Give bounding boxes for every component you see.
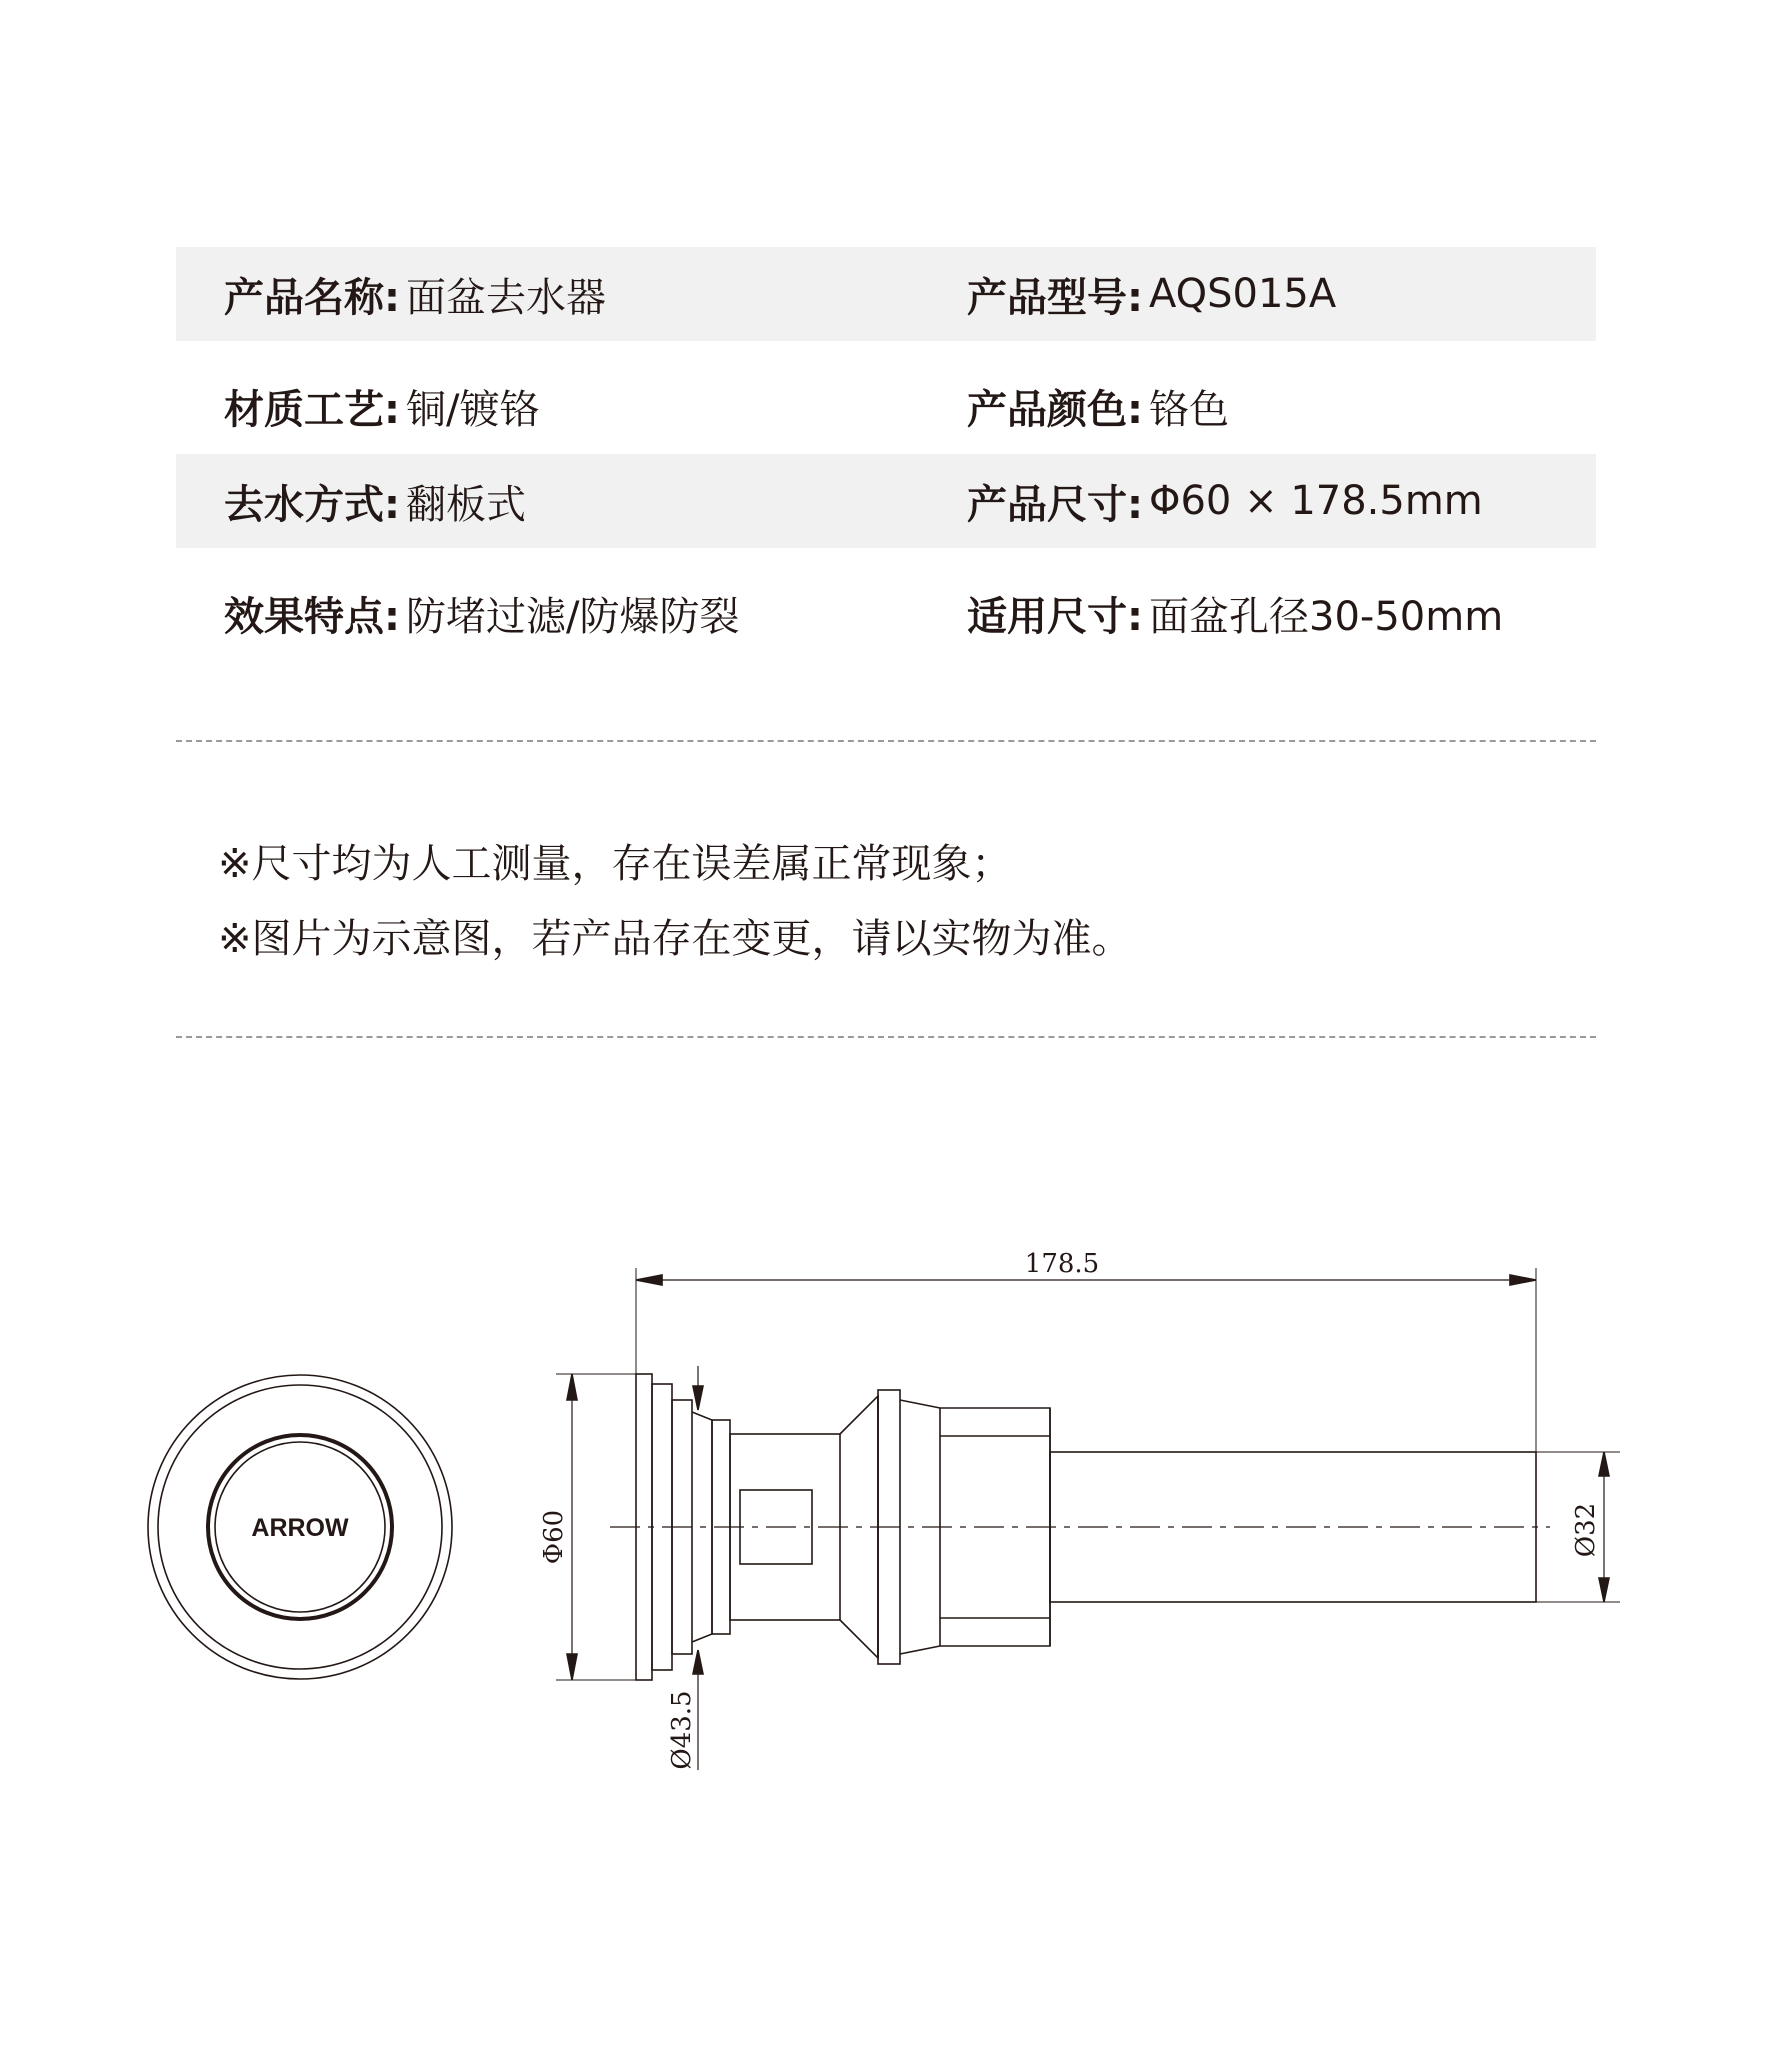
spec-value: 铜/镀铬 [406, 386, 540, 433]
spec-label: 产品颜色: [967, 386, 1143, 433]
spec-row [176, 341, 1596, 454]
arrow-icon [567, 1374, 577, 1400]
dimension-thread: Ø43.5 [667, 1690, 697, 1770]
spec-label: 产品型号: [967, 274, 1143, 321]
spec-value: Φ60 × 178.5mm [1149, 478, 1483, 524]
arrow-icon [1599, 1578, 1609, 1602]
arrow-icon [567, 1654, 577, 1680]
spec-row [176, 454, 1596, 548]
top-view [148, 1375, 452, 1679]
arrow-icon [1599, 1452, 1609, 1476]
spec-value: AQS015A [1149, 271, 1337, 317]
spec-value: 面盆去水器 [406, 274, 606, 321]
spec-label: 适用尺寸: [967, 593, 1143, 640]
note-line: ※尺寸均为人工测量，存在误差属正常现象； [218, 841, 1012, 887]
spec-value: 防堵过滤/防爆防裂 [406, 593, 740, 640]
arrow-icon [636, 1275, 662, 1285]
spec-row [176, 548, 1596, 661]
spec-label: 产品尺寸: [967, 481, 1143, 528]
spec-label: 材质工艺: [224, 386, 400, 433]
spec-cell [224, 566, 739, 660]
divider [176, 1036, 1596, 1038]
notes [218, 827, 1132, 977]
arrow-icon [1510, 1275, 1536, 1285]
spec-value: 铬色 [1149, 386, 1229, 433]
spec-row [176, 247, 1596, 341]
spec-cell [967, 359, 1229, 453]
brand-logo: ARROW [251, 1514, 349, 1542]
note-line: ※图片为示意图，若产品存在变更，请以实物为准。 [218, 916, 1132, 962]
spec-label: 产品名称: [224, 274, 400, 321]
spec-value: 面盆孔径30-50mm [1149, 593, 1504, 640]
spec-value: 翻板式 [406, 481, 526, 528]
arrow-icon [693, 1386, 703, 1410]
spec-cell [224, 359, 539, 453]
spec-cell [967, 247, 1336, 341]
spec-cell [224, 247, 606, 341]
spec-cell [224, 454, 526, 548]
spec-label: 去水方式: [224, 481, 400, 528]
technical-drawing [0, 1160, 1772, 1820]
spec-label: 效果特点: [224, 593, 400, 640]
divider [176, 740, 1596, 742]
dimension-length: 178.5 [1024, 1249, 1100, 1279]
dimension-flange: Φ60 [539, 1509, 569, 1565]
dimension-tail: Ø32 [1571, 1502, 1601, 1558]
spec-cell [967, 566, 1503, 660]
arrow-icon [693, 1650, 703, 1674]
side-view [539, 1249, 1620, 1770]
spec-cell [967, 454, 1483, 548]
spec-table [176, 247, 1596, 661]
